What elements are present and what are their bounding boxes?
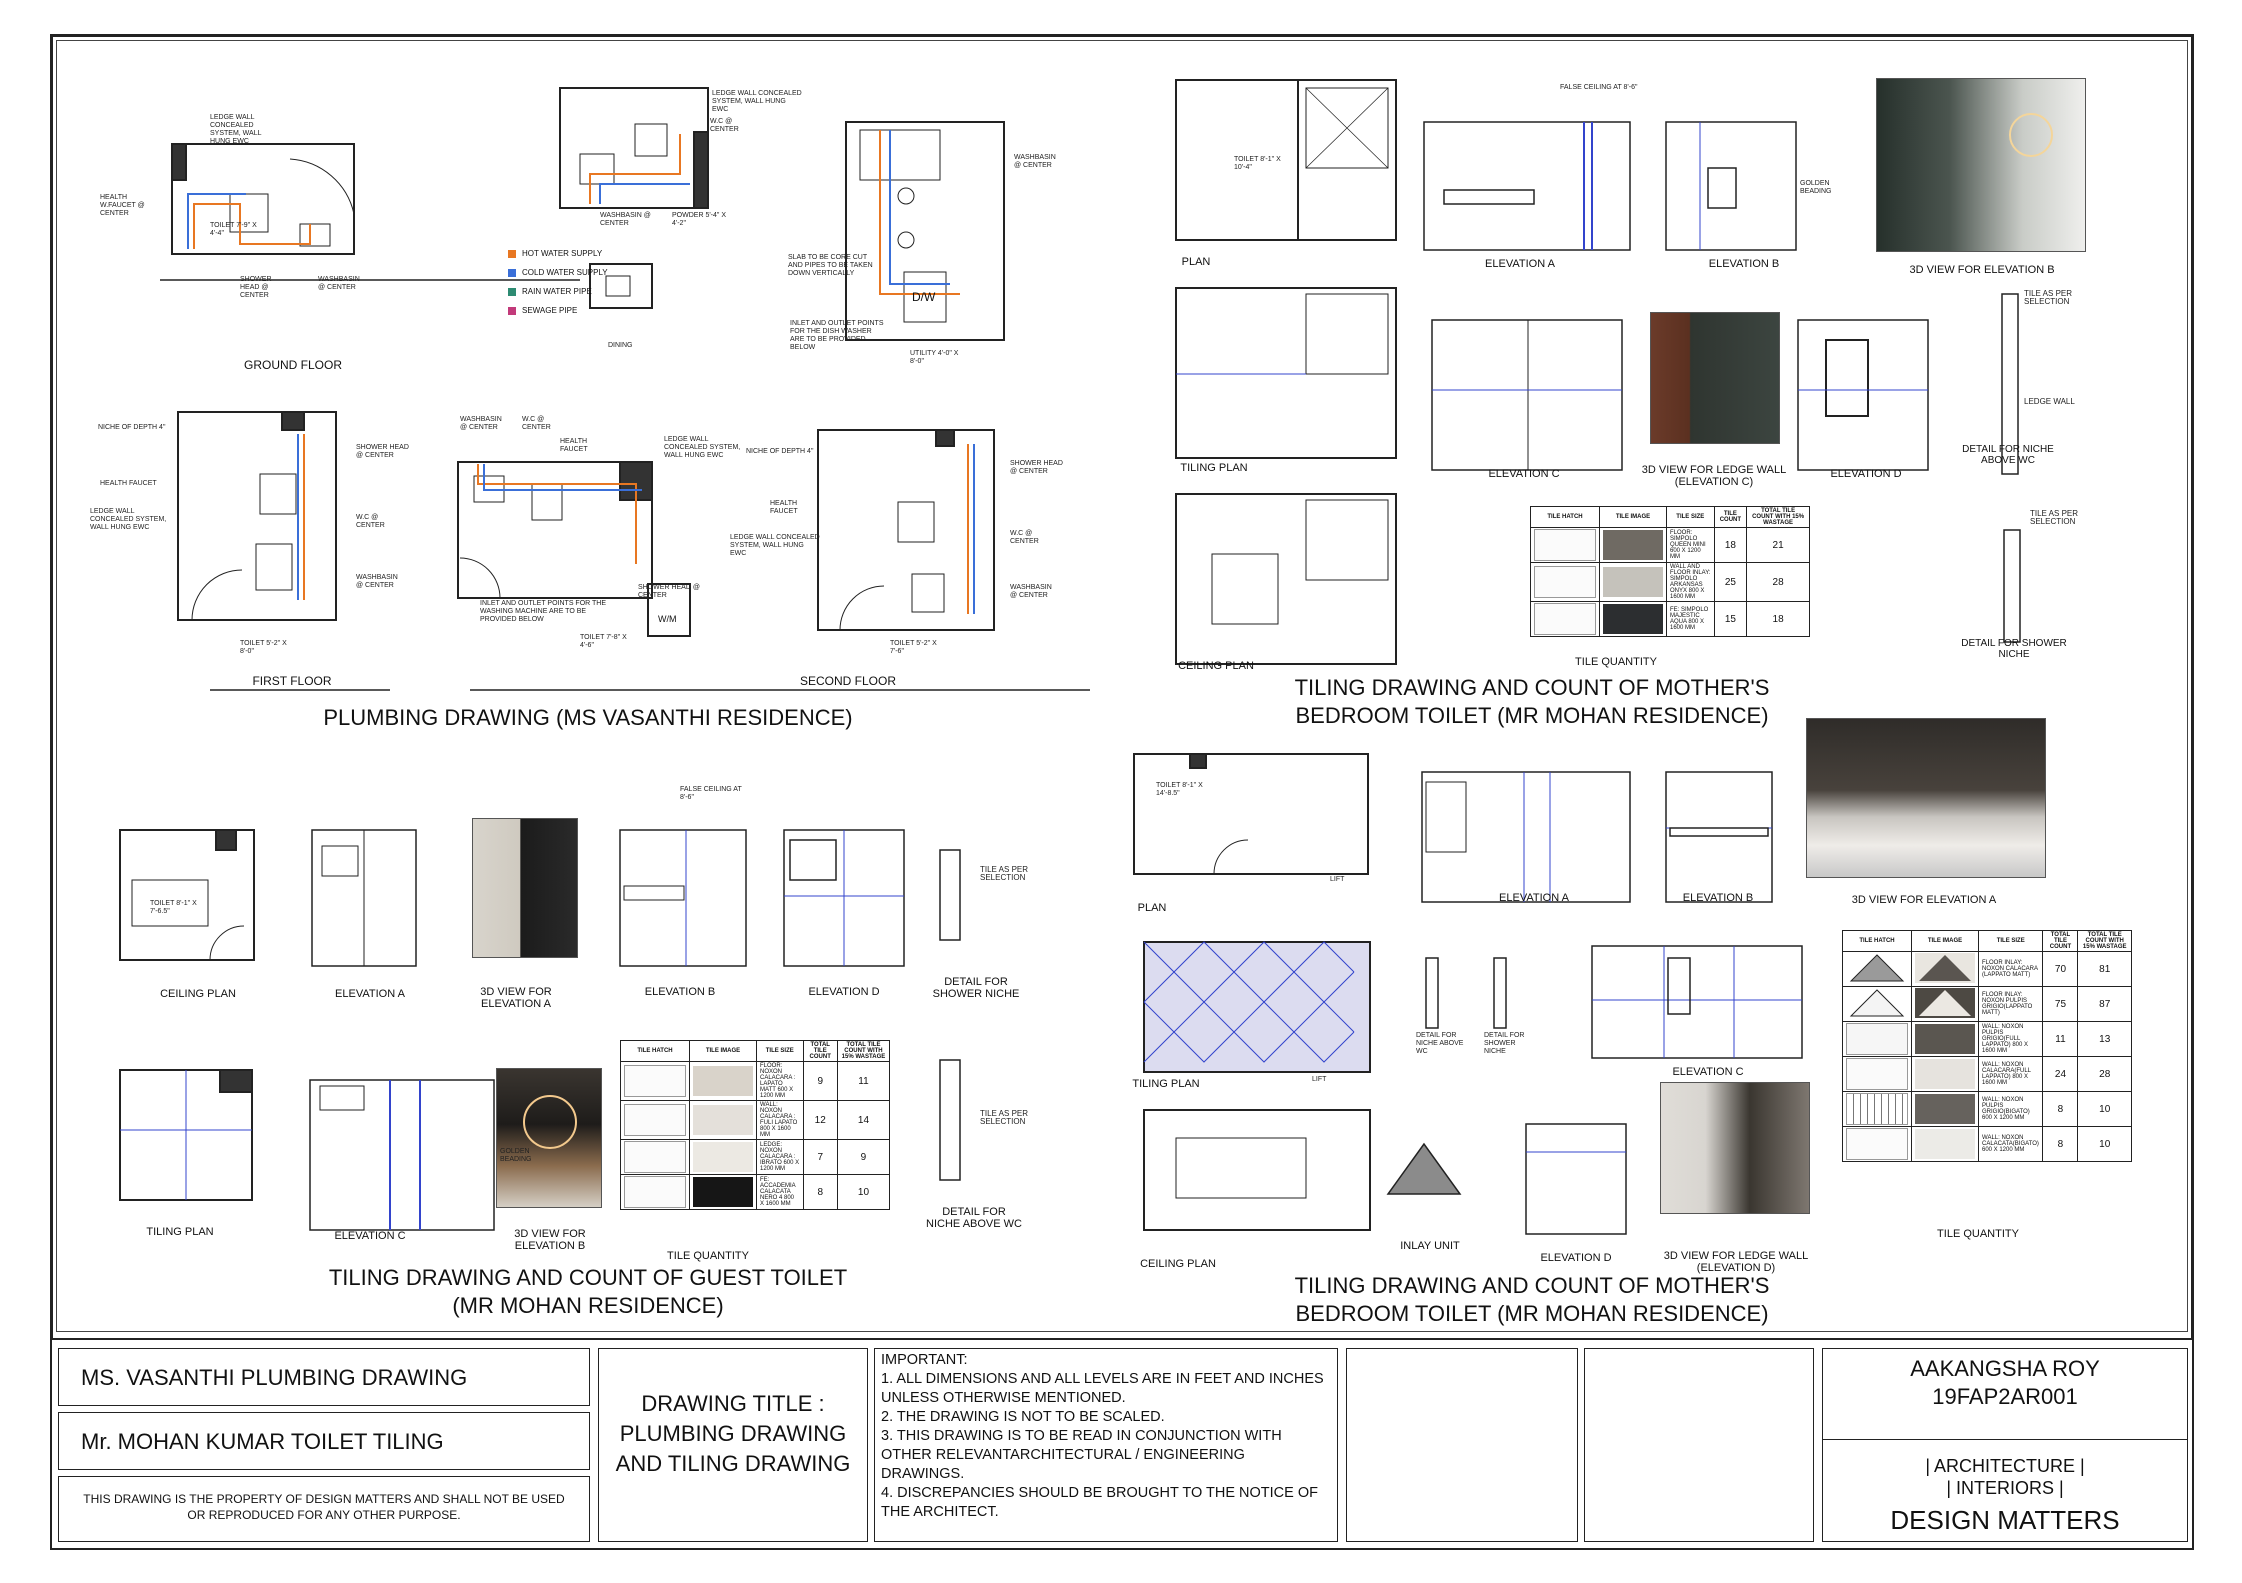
table-row — [1843, 952, 2132, 987]
size-cell: WALL: NOXON PULPIS GRIGIO(FULL LAPPATO) 800 X 1600 MM — [1979, 1022, 2043, 1057]
m1-table-header — [1531, 507, 1810, 528]
gf-shower-note: SHOWER HEAD @ CENTER — [240, 276, 272, 299]
image-cell — [690, 1175, 757, 1210]
guest-niche-wc-detail — [940, 1060, 960, 1180]
mother-toilet-section-1 — [1140, 44, 2188, 734]
drawing-title-box — [598, 1348, 868, 1542]
blank-box-2 — [1584, 1348, 1814, 1542]
m2-elev-c-label: ELEVATION C — [1672, 1066, 1744, 1078]
th-wastage: TOTAL TILE COUNT WITH 15% WASTAGE — [2078, 931, 2132, 952]
count-cell: 25 — [1714, 563, 1747, 602]
ff-toilet2-plan — [458, 462, 800, 690]
table-row — [1531, 563, 1810, 602]
guest-title-2: (MR MOHAN RESIDENCE) — [452, 1293, 724, 1318]
powder-washbasin-note: WASHBASIN @ CENTER — [600, 212, 651, 227]
hatch-cell — [621, 1062, 690, 1101]
powder-wc-note: W.C @ CENTER — [710, 118, 739, 133]
m1-tile-qty-label: TILE QUANTITY — [1575, 656, 1657, 668]
hatch-cell — [1531, 563, 1600, 602]
ff-health-note: HEALTH FAUCET — [100, 480, 157, 487]
table-row — [1843, 1057, 2132, 1092]
m1-view-b-label: 3D VIEW FOR ELEVATION B — [1909, 264, 2055, 276]
image-cell — [1912, 1092, 1979, 1127]
plumbing-title: PLUMBING DRAWING (MS VASANTHI RESIDENCE) — [323, 705, 853, 730]
notes-list — [881, 1351, 1331, 1522]
guest-tile-table — [620, 1040, 890, 1210]
count-cell: 11 — [2043, 1022, 2078, 1057]
guest-elevation-c — [310, 1080, 494, 1230]
hatch-cell — [621, 1101, 690, 1140]
ff-niche-note: NICHE OF DEPTH 4" — [98, 424, 166, 431]
size-cell: WALL: NOXON PULPIS GRIGIO(BIGATO) 600 X 1200 MM — [1979, 1092, 2043, 1127]
m2-title-1: TILING DRAWING AND COUNT OF MOTHER'S — [1294, 1273, 1770, 1298]
count-cell: 7 — [803, 1140, 837, 1175]
project-name-2: Mr. MOHAN KUMAR TOILET TILING — [81, 1429, 444, 1454]
mirror-icon — [523, 1095, 577, 1149]
utility-washbasin-note: WASHBASIN @ CENTER — [1014, 154, 1056, 169]
utility-plan — [846, 122, 1004, 340]
th-wastage: TOTAL TILE COUNT WITH 15% WASTAGE — [1747, 507, 1810, 528]
legend-label-rain: RAIN WATER PIPE — [522, 287, 592, 296]
m1-niche-wc-label: DETAIL FOR NICHE ABOVE WC — [1962, 444, 2054, 466]
m2-niche-wc-detail — [1426, 958, 1438, 1028]
image-cell — [1912, 1127, 1979, 1162]
note-4: 4. DISCREPANCIES SHOULD BE BROUGHT TO THE NOTICE OF THE ARCHITECT. — [881, 1485, 1318, 1520]
m2-elevation-a — [1422, 772, 1630, 902]
image-cell — [690, 1062, 757, 1101]
guest-tile-qty-label: TILE QUANTITY — [667, 1250, 749, 1262]
gf-toilet-size: TOILET 7'-9" X 4'-4" — [210, 222, 257, 237]
wastage-cell: 10 — [2078, 1092, 2132, 1127]
th-count: TILE COUNT — [1714, 507, 1747, 528]
ff2-toilet-size: TOILET 7'-8" X 4'-6" — [580, 634, 627, 649]
m2-view-a-label: 3D VIEW FOR ELEVATION A — [1851, 894, 1997, 906]
size-cell: WALL AND FLOOR INLAY: SIMPOLO ARKANSAS ONYX 800 X 1600 MM — [1667, 563, 1715, 602]
guest-elev-d-label: ELEVATION D — [808, 986, 880, 998]
guest-toilet-size: TOILET 8'-1" X 7'-6.5" — [150, 900, 197, 915]
m1-elevation-d — [1798, 320, 1928, 470]
m2-3d-view-a-image — [1806, 718, 2046, 878]
sf-health-note: HEALTH FAUCET — [770, 500, 798, 515]
guest-toilet-section — [60, 770, 1130, 1330]
guest-tile-sel-note: TILE AS PER SELECTION — [980, 865, 1029, 882]
m1-elev-a-label: ELEVATION A — [1485, 258, 1555, 270]
m2-elevation-c — [1592, 946, 1802, 1058]
th-hatch: TILE HATCH — [1531, 507, 1600, 528]
m1-elev-d-label: ELEVATION D — [1830, 468, 1902, 480]
notes-box — [874, 1348, 1338, 1542]
rain-swatch-icon — [508, 288, 516, 296]
hot-swatch-icon — [508, 250, 516, 258]
size-cell: FE: SIMPOLO MAJESTIC AQUA 800 X 1600 MM — [1667, 602, 1715, 637]
ff-wc-note: W.C @ CENTER — [356, 514, 385, 529]
wastage-cell: 9 — [837, 1140, 889, 1175]
m2-shower-niche-detail — [1494, 958, 1506, 1028]
sf-toilet-size: TOILET 5'-2" X 7'-6" — [890, 640, 937, 655]
th-count: TOTAL TILE COUNT — [803, 1041, 837, 1062]
pipe-legend — [508, 244, 608, 320]
count-cell: 8 — [2043, 1092, 2078, 1127]
count-cell: 70 — [2043, 952, 2078, 987]
table-row — [1843, 1127, 2132, 1162]
m2-table-header — [1843, 931, 2132, 952]
th-image: TILE IMAGE — [690, 1041, 757, 1062]
mother-toilet-section-2 — [1130, 714, 2188, 1330]
image-cell — [1912, 987, 1979, 1022]
author-divider — [1823, 1439, 2187, 1440]
wm-label: W/M — [658, 614, 677, 624]
m2-title-2: BEDROOM TOILET (MR MOHAN RESIDENCE) — [1295, 1301, 1769, 1326]
property-box — [58, 1476, 590, 1542]
guest-3d-view-a-image — [472, 818, 578, 958]
m1-golden-note: GOLDEN BEADING — [1800, 180, 1832, 195]
count-cell: 18 — [1714, 528, 1747, 563]
sewage-swatch-icon — [508, 307, 516, 315]
wastage-cell: 10 — [837, 1175, 889, 1210]
m2-ceiling-plan — [1144, 1110, 1370, 1230]
hatch-cell — [1531, 602, 1600, 637]
m2-elev-b-label: ELEVATION B — [1682, 892, 1754, 904]
powder-ledge-note: LEDGE WALL CONCEALED SYSTEM, WALL HUNG EWC — [712, 90, 802, 113]
gf-washbasin-note: WASHBASIN @ CENTER — [318, 276, 360, 291]
m2-inlay-label: INLAY UNIT — [1400, 1240, 1460, 1252]
washing-machine-note: INLET AND OUTLET POINTS FOR THE WASHING MACHINE ARE TO BE PROVIDED BELOW — [480, 600, 607, 623]
project-name-box-1 — [58, 1348, 590, 1406]
image-cell — [1912, 952, 1979, 987]
size-cell: FLOOR: NOXON CALACARA : LAPATO MATT 600 X 1200 MM — [757, 1062, 804, 1101]
m2-plan-label: PLAN — [1137, 902, 1167, 914]
m1-shower-niche-detail — [2004, 530, 2020, 642]
ff2-wc-note: W.C @ CENTER — [522, 416, 551, 431]
wastage-cell: 13 — [2078, 1022, 2132, 1057]
size-cell: WALL: NOXON CALACARA : FULI LAPATO 800 X 1600 MM — [757, 1101, 804, 1140]
project-name-1: MS. VASANTHI PLUMBING DRAWING — [81, 1365, 468, 1390]
m2-elevation-b — [1666, 772, 1772, 902]
m1-tile-table — [1530, 506, 1810, 637]
m1-title-2: BEDROOM TOILET (MR MOHAN RESIDENCE) — [1295, 703, 1769, 728]
m1-false-ceiling-note: FALSE CEILING AT 8'-6" — [1560, 84, 1638, 91]
gf-ledge-note: LEDGE WALL CONCEALED SYSTEM, WALL HUNG EWC — [210, 114, 262, 145]
guest-3d-view-b-image — [496, 1068, 602, 1208]
sf-wc-note: W.C @ CENTER — [1010, 530, 1039, 545]
guest-view-b-label: 3D VIEW FOR ELEVATION B — [514, 1228, 586, 1252]
guest-tiling-plan-label: TILING PLAN — [146, 1226, 214, 1238]
count-cell: 9 — [803, 1062, 837, 1101]
image-cell — [1912, 1022, 1979, 1057]
guest-shower-niche-detail — [940, 850, 960, 940]
second-floor-label: SECOND FLOOR — [799, 674, 897, 688]
ff2-shower-note: SHOWER HEAD @ CENTER — [638, 584, 700, 599]
guest-niche-label: DETAIL FOR SHOWER NICHE — [932, 976, 1020, 1000]
note-3: 3. THIS DRAWING IS TO BE READ IN CONJUNCTION WITH OTHER RELEVANTARCHITECTURAL / ENGINEERING DRAWINGS. — [881, 1428, 1282, 1482]
m1-title-1: TILING DRAWING AND COUNT OF MOTHER'S — [1294, 675, 1770, 700]
guest-golden-note: GOLDEN BEADING — [500, 1148, 532, 1163]
guest-elev-a-label: ELEVATION A — [335, 988, 405, 1000]
discipline-architecture: | ARCHITECTURE | — [1925, 1456, 2085, 1476]
ff2-washbasin-note: WASHBASIN @ CENTER — [460, 416, 502, 431]
ff2-health-note: HEALTH FAUCET — [560, 438, 588, 453]
hatch-cell — [1843, 987, 1912, 1022]
guest-elevation-b — [620, 830, 746, 966]
hatch-cell — [621, 1175, 690, 1210]
guest-elev-b-label: ELEVATION B — [644, 986, 716, 998]
ff-shower-note: SHOWER HEAD @ CENTER — [356, 444, 409, 459]
discipline-interiors: | INTERIORS | — [1946, 1478, 2064, 1498]
size-cell: WALL: NOXON CALACARA(FULL LAPPATO) 800 X 1600 MM — [1979, 1057, 2043, 1092]
m1-ceiling-plan — [1176, 494, 1396, 664]
legend-sewage — [508, 301, 608, 320]
firm-name: DESIGN MATTERS — [1890, 1505, 2120, 1535]
m1-shower-niche-label: DETAIL FOR SHOWER NICHE — [1961, 638, 2067, 660]
legend-rain — [508, 282, 608, 301]
guest-title-1: TILING DRAWING AND COUNT OF GUEST TOILET — [328, 1265, 848, 1290]
plumbing-section — [60, 44, 1130, 744]
dw-label: D/W — [912, 290, 936, 304]
m2-elev-d-label: ELEVATION D — [1540, 1252, 1612, 1264]
note-1: 1. ALL DIMENSIONS AND ALL LEVELS ARE IN FEET AND INCHES UNLESS OTHERWISE MENTIONED. — [881, 1371, 1324, 1406]
hatch-cell — [1843, 1127, 1912, 1162]
triangle-image-icon — [1915, 988, 1975, 1018]
th-hatch: TILE HATCH — [1843, 931, 1912, 952]
first-floor-label: FIRST FLOOR — [252, 674, 332, 688]
m1-toilet-size: TOILET 8'-1" X 10'-4" — [1234, 156, 1281, 171]
th-hatch: TILE HATCH — [621, 1041, 690, 1062]
count-cell: 12 — [803, 1101, 837, 1140]
image-cell — [1600, 602, 1667, 637]
legend-label-cold: COLD WATER SUPPLY — [522, 268, 608, 277]
m2-tile-table — [1842, 930, 2132, 1162]
size-cell: FLOOR INLAY: NOXON CALACARA (LAPPATO MATT) — [1979, 952, 2043, 987]
table-row — [621, 1101, 890, 1140]
m1-tile-sel-note-2: TILE AS PER SELECTION — [2030, 509, 2079, 526]
table-row — [1843, 987, 2132, 1022]
m1-elevation-b — [1666, 122, 1796, 250]
author-box — [1822, 1348, 2188, 1542]
table-row — [621, 1062, 890, 1101]
m1-3d-view-b-image — [1876, 78, 2086, 252]
m1-tile-sel-note: TILE AS PER SELECTION — [2024, 289, 2073, 306]
triangle-image-icon — [1915, 953, 1975, 983]
guest-table-header — [621, 1041, 890, 1062]
sf-shower-note: SHOWER HEAD @ CENTER — [1010, 460, 1063, 475]
wastage-cell: 10 — [2078, 1127, 2132, 1162]
dining-label: DINING — [608, 342, 633, 349]
notes-heading: IMPORTANT: — [881, 1352, 968, 1368]
m2-plan — [1134, 754, 1368, 874]
table-row — [621, 1140, 890, 1175]
size-cell: FLOOR INLAY: NOXON PULPIS GRIGIO(LAPPATO MATT) — [1979, 987, 2043, 1022]
sf-niche-note: NICHE OF DEPTH 4" — [746, 448, 814, 455]
m2-3d-view-ledge-image — [1660, 1082, 1810, 1214]
m1-elev-c-label: ELEVATION C — [1488, 468, 1560, 480]
gf-health-note: HEALTH W.FAUCET @ CENTER — [100, 194, 145, 217]
size-cell: FE: ACCADEMIA CALACATA NERO 4 800 X 1600 MM — [757, 1175, 804, 1210]
legend-label-hot: HOT WATER SUPPLY — [522, 249, 603, 258]
hatch-cell — [1843, 1092, 1912, 1127]
image-cell — [1600, 563, 1667, 602]
th-size: TILE SIZE — [757, 1041, 804, 1062]
m1-elevation-c — [1432, 320, 1622, 470]
hatch-cell — [1843, 1022, 1912, 1057]
triangle-hatch-icon — [1847, 988, 1907, 1018]
m2-lift-note-2: LIFT — [1312, 1076, 1327, 1083]
wastage-cell: 11 — [837, 1062, 889, 1101]
m1-tiling-plan-label: TILING PLAN — [1180, 462, 1248, 474]
powder-size: POWDER 5'-4" X 4'-2" — [672, 212, 726, 227]
m1-plan-label: PLAN — [1181, 256, 1211, 268]
m1-3d-view-ledge-image — [1650, 312, 1780, 444]
wastage-cell: 28 — [2078, 1057, 2132, 1092]
th-wastage: TOTAL TILE COUNT WITH 15% WASTAGE — [837, 1041, 889, 1062]
count-cell: 8 — [803, 1175, 837, 1210]
sf-ledge-note: LEDGE WALL CONCEALED SYSTEM, WALL HUNG EWC — [730, 534, 820, 557]
m2-niche-shower-label: DETAIL FOR SHOWER NICHE — [1484, 1032, 1525, 1055]
guest-ceiling-plan-label: CEILING PLAN — [160, 988, 236, 1000]
table-row — [621, 1175, 890, 1210]
sf-washbasin-note: WASHBASIN @ CENTER — [1010, 584, 1052, 599]
m2-tile-qty-label: TILE QUANTITY — [1937, 1228, 2019, 1240]
guest-tile-sel-note-2: TILE AS PER SELECTION — [980, 1109, 1029, 1126]
m1-view-ledge-label: 3D VIEW FOR LEDGE WALL (ELEVATION C) — [1641, 464, 1787, 488]
m2-inlay-unit — [1388, 1144, 1460, 1194]
legend-hot — [508, 244, 608, 263]
m2-view-ledge-label: 3D VIEW FOR LEDGE WALL (ELEVATION D) — [1663, 1250, 1809, 1274]
project-name-box-2 — [58, 1412, 590, 1470]
property-note: THIS DRAWING IS THE PROPERTY OF DESIGN MATTERS AND SHALL NOT BE USED OR REPRODUCED FOR ANY OTHER PURPOSE. — [83, 1492, 565, 1522]
image-cell — [1912, 1057, 1979, 1092]
th-size: TILE SIZE — [1667, 507, 1715, 528]
wastage-cell: 21 — [1747, 528, 1810, 563]
wastage-cell: 18 — [1747, 602, 1810, 637]
author-id: 19FAP2AR001 — [1932, 1384, 2078, 1409]
legend-cold — [508, 263, 608, 282]
count-cell: 75 — [2043, 987, 2078, 1022]
guest-false-ceiling-note: FALSE CEILING AT 8'-6" — [680, 786, 742, 801]
m1-ceiling-plan-label: CEILING PLAN — [1178, 660, 1254, 672]
ff2-ledge-note: LEDGE WALL CONCEALED SYSTEM, WALL HUNG EWC — [664, 436, 741, 459]
image-cell — [1600, 528, 1667, 563]
drawing-title-label: DRAWING TITLE : — [641, 1391, 825, 1416]
count-cell: 15 — [1714, 602, 1747, 637]
th-count: TOTAL TILE COUNT — [2043, 931, 2078, 952]
wastage-cell: 81 — [2078, 952, 2132, 987]
m2-tiling-plan — [1144, 942, 1370, 1072]
table-row — [1531, 602, 1810, 637]
mirror-icon — [2009, 113, 2053, 157]
table-row — [1843, 1022, 2132, 1057]
ff-ledge-note: LEDGE WALL CONCEALED SYSTEM, WALL HUNG EWC — [90, 508, 167, 531]
table-row — [1843, 1092, 2132, 1127]
m1-elevation-a — [1424, 122, 1630, 250]
wastage-cell: 14 — [837, 1101, 889, 1140]
hatch-cell — [1531, 528, 1600, 563]
guest-elev-c-label: ELEVATION C — [334, 1230, 406, 1242]
hatch-cell — [621, 1140, 690, 1175]
size-cell: LEDGE: NOXON CALACARA : IBRATO 600 X 1200 MM — [757, 1140, 804, 1175]
triangle-hatch-icon — [1847, 953, 1907, 983]
count-cell: 24 — [2043, 1057, 2078, 1092]
note-2: 2. THE DRAWING IS NOT TO BE SCALED. — [881, 1409, 1165, 1425]
cold-swatch-icon — [508, 269, 516, 277]
m2-niche-wc-label: DETAIL FOR NICHE ABOVE WC — [1416, 1032, 1464, 1055]
hatch-cell — [1843, 952, 1912, 987]
m2-lift-note: LIFT — [1330, 876, 1345, 883]
m1-ledge-wall-note: LEDGE WALL — [2024, 397, 2075, 406]
ff-washbasin-note: WASHBASIN @ CENTER — [356, 574, 398, 589]
size-cell: WALL: NOXON CALACATA(BIGATO) 600 X 1200 MM — [1979, 1127, 2043, 1162]
m1-elev-b-label: ELEVATION B — [1708, 258, 1780, 270]
legend-label-sewage: SEWAGE PIPE — [522, 306, 578, 315]
author-name: AAKANGSHA ROY — [1910, 1356, 2100, 1381]
m1-tiling-plan — [1176, 288, 1396, 458]
drawing-title-line-1: PLUMBING DRAWING — [619, 1421, 847, 1446]
m2-tiling-plan-label: TILING PLAN — [1132, 1078, 1200, 1090]
guest-niche-wc-label: DETAIL FOR NICHE ABOVE WC — [926, 1206, 1022, 1230]
utility-size: UTILITY 4'-0" X 8'-0" — [910, 350, 959, 365]
guest-view-a-label: 3D VIEW FOR ELEVATION A — [480, 986, 552, 1010]
m2-elev-a-label: ELEVATION A — [1499, 892, 1569, 904]
count-cell: 8 — [2043, 1127, 2078, 1162]
m2-toilet-size: TOILET 8'-1" X 14'-8.5" — [1156, 782, 1203, 797]
th-size: TILE SIZE — [1979, 931, 2043, 952]
blank-box-1 — [1346, 1348, 1578, 1542]
wastage-cell: 87 — [2078, 987, 2132, 1022]
ff-toilet-size: TOILET 5'-2" X 8'-0" — [240, 640, 287, 655]
table-row — [1531, 528, 1810, 563]
ground-floor-label: GROUND FLOOR — [243, 358, 343, 372]
slab-note: SLAB TO BE CORE CUT AND PIPES TO BE TAKEN DOWN VERTICALLY — [788, 254, 873, 277]
dish-washer-note: INLET AND OUTLET POINTS FOR THE DISH WASHER ARE TO BE PROVIDED BELOW — [790, 320, 884, 351]
m2-ceiling-plan-label: CEILING PLAN — [1140, 1258, 1216, 1270]
image-cell — [690, 1101, 757, 1140]
title-block — [50, 1338, 2194, 1550]
m2-elevation-d — [1526, 1124, 1626, 1234]
th-image: TILE IMAGE — [1600, 507, 1667, 528]
image-cell — [690, 1140, 757, 1175]
size-cell: FLOOR: SIMPOLO QUEEN MINI 600 X 1200 MM — [1667, 528, 1715, 563]
drawing-title-line-2: AND TILING DRAWING — [615, 1451, 851, 1476]
wastage-cell: 28 — [1747, 563, 1810, 602]
hatch-cell — [1843, 1057, 1912, 1092]
th-image: TILE IMAGE — [1912, 931, 1979, 952]
